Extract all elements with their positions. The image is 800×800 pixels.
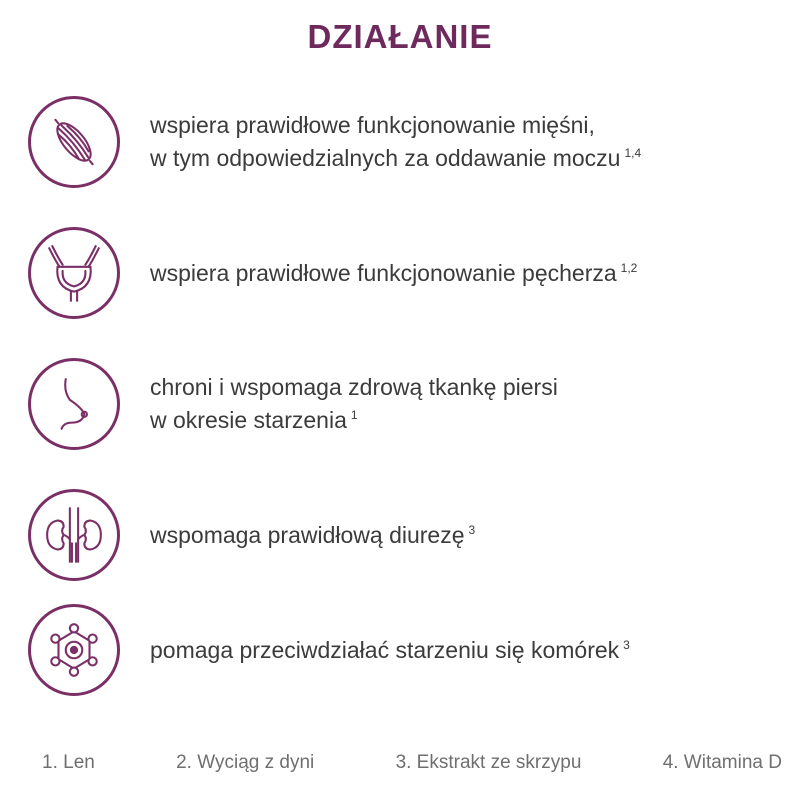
benefit-text-line <box>150 404 558 437</box>
benefit-item-muscles <box>28 92 788 192</box>
footnote-item: 3. Ekstrakt ze skrzypu <box>395 752 582 773</box>
footnote-item: 1. Len <box>42 752 95 773</box>
reference-superscript: 1 <box>350 408 358 423</box>
reference-superscript: 1,2 <box>620 260 638 275</box>
benefit-item-cells <box>28 600 788 700</box>
reference-superscript: 3 <box>468 522 476 537</box>
page-title: DZIAŁANIE <box>307 18 493 55</box>
benefit-text-line <box>150 519 475 552</box>
footnotes <box>42 752 782 774</box>
footnote-item: 4. Witamina D <box>662 752 782 773</box>
benefit-text <box>150 257 637 290</box>
reference-superscript: 1,4 <box>624 146 642 161</box>
benefit-text-line <box>150 634 630 667</box>
benefit-text-line <box>150 257 637 290</box>
benefit-text-line-content: w tym odpowiedzialnych za oddawanie moczu <box>150 145 621 171</box>
benefit-text-line-content: w okresie starzenia <box>150 407 347 433</box>
benefit-text <box>150 519 475 552</box>
benefit-text <box>150 371 558 437</box>
reference-superscript: 3 <box>623 637 630 652</box>
benefit-text-line <box>150 142 641 175</box>
benefit-item-diuresis <box>28 485 788 585</box>
benefit-item-breast <box>28 354 788 454</box>
kidney-icon <box>28 489 120 581</box>
breast-icon <box>28 358 120 450</box>
cell-molecule-icon <box>28 604 120 696</box>
benefit-text <box>150 109 641 175</box>
benefit-item-bladder <box>28 223 788 323</box>
benefit-text-line: chroni i wspomaga zdrową tkankę piersi <box>150 374 558 400</box>
footnote-item: 2. Wyciąg z dyni <box>176 752 315 773</box>
benefit-text-line-content: pomaga przeciwdziałać starzeniu się komórek <box>150 636 620 663</box>
muscle-icon <box>28 96 120 188</box>
benefit-text-line-content: wspiera prawidłowe funkcjonowanie pęcherza <box>150 259 617 286</box>
benefit-text-line-content: wspomaga prawidłową diurezę <box>150 521 465 548</box>
benefit-text-line: wspiera prawidłowe funkcjonowanie mięśni, <box>150 112 595 138</box>
benefit-text <box>150 634 630 667</box>
bladder-icon <box>28 227 120 319</box>
